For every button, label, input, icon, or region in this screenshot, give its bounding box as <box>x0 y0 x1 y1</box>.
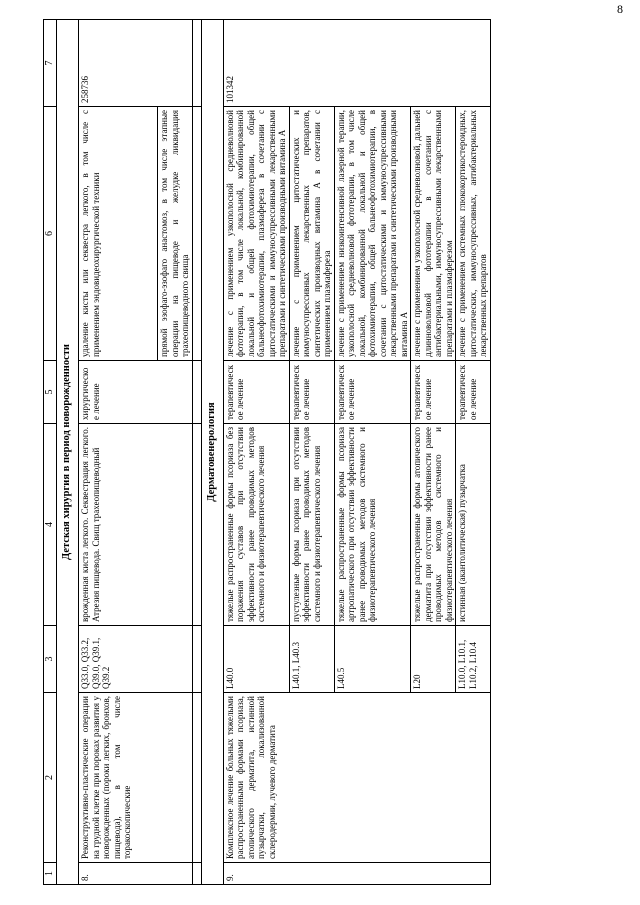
row-number: 8. <box>79 863 193 885</box>
col-number: 3 <box>44 626 57 693</box>
treatment-type: терапевтическое лечение <box>411 361 456 424</box>
section-header-row <box>57 20 79 885</box>
treatment-method: лечение с применением узкополосной средневолновой, дальней длинноволновой фототерапии в сочетании с антибактериальными, иммуносупрессивными лекарственными препаратами и плазмаферезом <box>411 107 456 361</box>
quota-value: 258736 <box>79 20 193 107</box>
medical-care-table <box>43 19 491 885</box>
table-row <box>79 20 158 885</box>
icd-codes: Q33.0, Q33.2, Q39.0, Q39.1, Q39.2 <box>79 626 193 693</box>
icd-codes: L40.5 <box>334 626 411 693</box>
treatment-method: прямой эзофаго-эзофаго анастомоз, в том числе этапные операции на пищеводе и желудке ликвидация трахеопищеводного свища <box>158 107 193 361</box>
quota-value: 101342 <box>223 20 490 107</box>
patient-model: пустулезные формы псориаза при отсутствии эффективности ранее проводимых методов системного и физиотерапевтического лечения <box>289 424 334 626</box>
treatment-method: удаление кисты или секвестра легкого, в том числе с применением эндовидеохирургической техники <box>79 107 158 361</box>
spacer-row <box>192 20 201 885</box>
col-number: 5 <box>44 361 57 424</box>
icd-codes: L20 <box>411 626 456 693</box>
patient-model: истинная (акантолитическая) пузырчатка <box>456 424 491 626</box>
row-number: 9. <box>223 863 490 885</box>
icd-codes: L10.0, L10.1, L10.2, L10.4 <box>456 626 491 693</box>
patient-model: тяжелые распространенные формы атопического дерматита при отсутствии эффективности ранее проводимых методов системного и физиотерапевтического лечения <box>411 424 456 626</box>
col-number: 2 <box>44 693 57 863</box>
section-title-dermatovenereology: Дерматовенерология <box>201 20 223 885</box>
section-header-row <box>201 20 223 885</box>
table-row <box>223 20 289 885</box>
patient-model: тяжелые распространенные формы псориаза без поражения суставов при отсутствии эффективности ранее проводимых методов системного и физиотерапевтического лечения <box>223 424 289 626</box>
treatment-type: терапевтическое лечение <box>289 361 334 424</box>
col-number: 7 <box>44 20 57 107</box>
icd-codes: L40.1, L40.3 <box>289 626 334 693</box>
service-name: Комплексное лечение больных тяжелыми распространенными формами псориаза, атопического дерматита, истинной пузырчатки, локализованной склеродермии, лучевого дерматита <box>223 693 490 863</box>
patient-model: тяжелые распространенные формы псориаза артропатического при отсутствии эффективности ранее проводимых методов системного и физиотерапевтического лечения <box>334 424 411 626</box>
patient-model: врожденная киста легкого. Секвестрация легкого. Атрезия пищевода. Свищ трахеопищеводный <box>79 424 193 626</box>
treatment-type: хирургическое лечение <box>79 361 193 424</box>
service-name: Реконструктивно-пластические операции на грудной клетке при пороках развития у новорожденных (пороки легких, бронхов, пищевода), в том числе торакоскопические <box>79 693 193 863</box>
section-title-pediatric-surgery: Детская хирургия в период новорожденности <box>57 20 79 885</box>
treatment-method: лечение с применением цитостатических и иммуносупрессивных лекарственных препаратов, синтетических производных витамина А в сочетании с применением плазмафереза <box>289 107 334 361</box>
treatment-type: терапевтическое лечение <box>223 361 289 424</box>
col-number: 6 <box>44 107 57 361</box>
treatment-method: лечение с применением узкополосной средневолновой фототерапии, в том числе локальной, комбинированной локальной и общей фотохимиотерапии, общей бальнеофотохимиотерапии, плазмафереза в сочетании с цитостатическими и иммуносупрессивными лекарственными препаратами и синтетическими производными витамина А <box>223 107 289 361</box>
treatment-method: лечение с применением низкоинтенсивной лазерной терапии, узкополосной средневолновой фототерапии, в том числе локальной, комбинированной локальной и общей фотохимиотерапии, общей бальнеофотохимиотерапии, в сочетании с цитостатическими и иммуносупрессивными лекарственными препаратами и синтетическими производными витамина А <box>334 107 411 361</box>
treatment-method: лечение с применением системных глюкокортикостероидных, цитостатических, иммуносупрессивных, антибактериальных лекарственных препаратов <box>456 107 491 361</box>
rotated-page <box>43 20 618 885</box>
column-numbers-row <box>44 20 57 885</box>
treatment-type: терапевтическое лечение <box>334 361 411 424</box>
col-number: 1 <box>44 863 57 885</box>
col-number: 4 <box>44 424 57 626</box>
icd-codes: L40.0 <box>223 626 289 693</box>
page-number: 8 <box>617 2 623 16</box>
treatment-type: терапевтическое лечение <box>456 361 491 424</box>
